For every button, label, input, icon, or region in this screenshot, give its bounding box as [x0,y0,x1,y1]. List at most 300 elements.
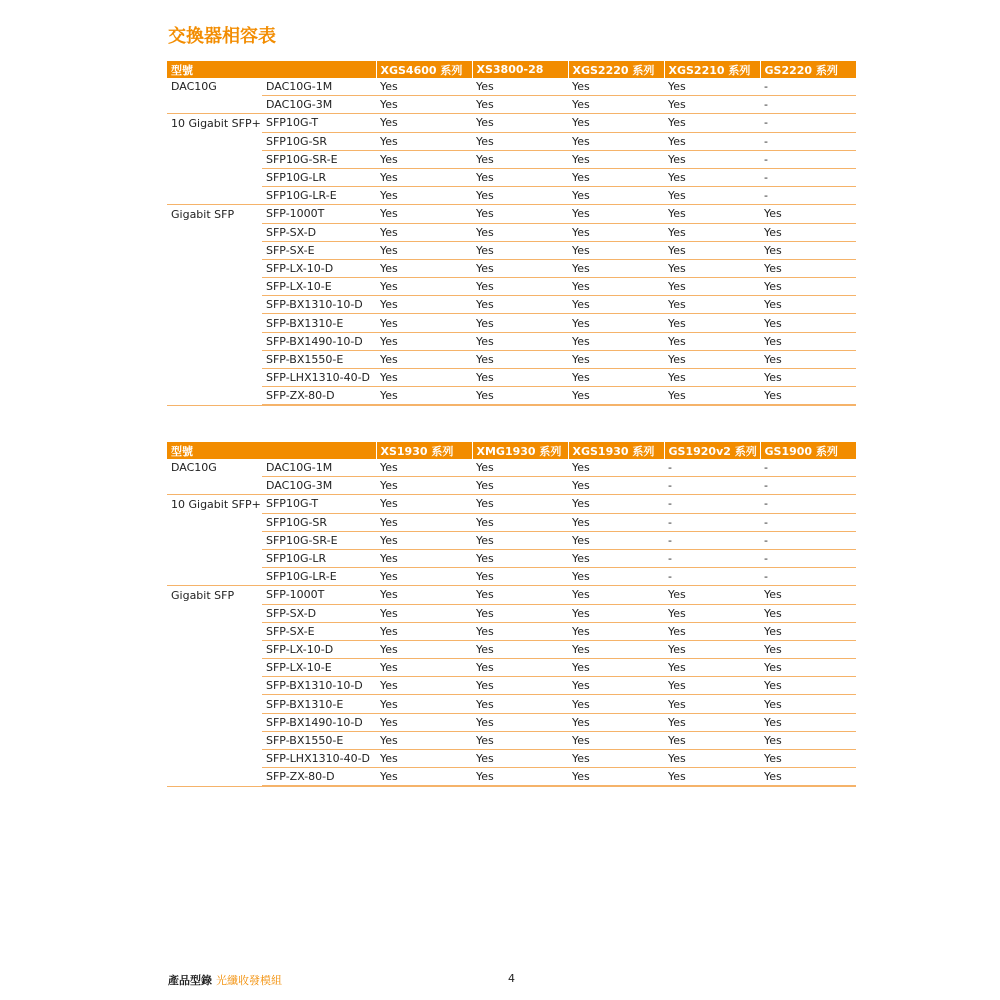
compat-cell: Yes [568,622,664,640]
model-cell: SFP10G-T [262,114,376,132]
compat-cell: Yes [568,205,664,223]
compat-cell: Yes [472,531,568,549]
table-row [167,387,856,406]
column-header: XS1930 系列 [376,442,472,459]
table-row [167,695,856,713]
table-row [167,205,856,223]
model-cell: SFP10G-SR [262,132,376,150]
model-cell: SFP-BX1310-E [262,314,376,332]
compat-cell: - [760,187,856,205]
compat-cell: Yes [568,659,664,677]
table-row [167,568,856,586]
compat-cell: Yes [472,659,568,677]
compat-cell: Yes [760,350,856,368]
header-row [167,61,856,78]
compat-cell: Yes [568,187,664,205]
table-row [167,96,856,114]
column-header: GS2220 系列 [760,61,856,78]
compat-cell: - [760,78,856,96]
category-cell [167,750,262,768]
compat-cell: Yes [472,205,568,223]
compat-cell: Yes [472,768,568,787]
compat-cell: Yes [568,477,664,495]
compat-cell: Yes [376,568,472,586]
compat-cell: - [760,568,856,586]
table-row [167,768,856,787]
category-cell [167,513,262,531]
column-header: XGS1930 系列 [568,442,664,459]
compat-cell: - [760,96,856,114]
compat-cell: Yes [568,369,664,387]
compat-cell: Yes [376,369,472,387]
compat-cell: Yes [376,223,472,241]
category-cell [167,350,262,368]
compat-cell: Yes [376,187,472,205]
compat-cell: Yes [664,314,760,332]
compat-cell: Yes [376,495,472,513]
compat-cell: Yes [568,132,664,150]
footer-brand: 產品型錄 [168,974,212,987]
compat-cell: Yes [760,205,856,223]
compat-cell: Yes [568,768,664,787]
compat-cell: Yes [376,78,472,96]
compat-cell: - [760,513,856,531]
compat-cell: - [664,477,760,495]
model-cell: SFP-BX1310-10-D [262,677,376,695]
category-cell [167,332,262,350]
page-number: 4 [508,972,515,985]
table-row [167,640,856,658]
category-cell [167,695,262,713]
compat-cell: Yes [472,150,568,168]
category-cell [167,96,262,114]
compat-cell: Yes [664,604,760,622]
compat-cell: Yes [568,750,664,768]
compat-cell: Yes [568,731,664,749]
compat-cell: - [760,459,856,477]
compat-cell: Yes [664,150,760,168]
model-cell: SFP-ZX-80-D [262,387,376,406]
model-cell: SFP10G-SR-E [262,531,376,549]
model-cell: SFP-SX-D [262,223,376,241]
model-cell: SFP10G-LR-E [262,568,376,586]
model-cell: SFP-BX1310-E [262,695,376,713]
compat-cell: Yes [664,677,760,695]
compat-cell: Yes [568,241,664,259]
compat-cell: - [664,531,760,549]
compat-cell: Yes [376,713,472,731]
category-cell [167,259,262,277]
compat-cell: - [664,549,760,567]
compat-cell: Yes [664,114,760,132]
compat-cell: Yes [472,332,568,350]
compat-cell: Yes [376,586,472,604]
compat-cell: - [760,549,856,567]
model-cell: SFP-1000T [262,205,376,223]
compat-cell: Yes [760,314,856,332]
compat-cell: - [760,132,856,150]
compat-cell: Yes [760,695,856,713]
compat-cell: Yes [376,259,472,277]
compat-cell: Yes [472,586,568,604]
compat-cell: Yes [472,241,568,259]
table-row [167,713,856,731]
compat-cell: Yes [472,259,568,277]
category-cell [167,132,262,150]
model-cell: SFP-LHX1310-40-D [262,369,376,387]
compat-cell: Yes [760,241,856,259]
table-row [167,132,856,150]
column-header: XS3800-28 [472,61,568,78]
compat-cell: Yes [760,750,856,768]
compat-cell: Yes [472,477,568,495]
column-header: XGS2210 系列 [664,61,760,78]
category-cell [167,640,262,658]
compat-cell: Yes [376,314,472,332]
category-cell: DAC10G [171,461,217,475]
model-cell: DAC10G-1M [262,78,376,96]
compat-cell: Yes [472,278,568,296]
compat-cell: Yes [664,369,760,387]
compat-cell: Yes [664,132,760,150]
table-row [167,332,856,350]
compat-cell: Yes [568,278,664,296]
compat-cell: - [760,531,856,549]
table-row [167,241,856,259]
table-row [167,659,856,677]
compat-cell: Yes [472,350,568,368]
compat-cell: Yes [760,332,856,350]
category-cell [167,477,262,495]
table-row [167,677,856,695]
compat-cell: - [760,114,856,132]
compat-cell: Yes [568,387,664,406]
model-cell: SFP10G-T [262,495,376,513]
table-row [167,223,856,241]
compat-cell: Yes [472,114,568,132]
compat-cell: Yes [568,350,664,368]
compat-cell: - [664,568,760,586]
compat-cell: Yes [664,750,760,768]
compat-cell: Yes [568,150,664,168]
category-cell [167,150,262,168]
model-cell: SFP-LX-10-D [262,640,376,658]
compat-cell: Yes [664,205,760,223]
compat-cell: Yes [568,549,664,567]
compat-cell: Yes [376,768,472,787]
compat-cell: Yes [568,332,664,350]
compat-cell: Yes [760,659,856,677]
category-cell [167,568,262,586]
compat-cell: Yes [472,622,568,640]
table-row [167,586,856,604]
table-row [167,513,856,531]
model-cell: SFP10G-SR-E [262,150,376,168]
model-cell: SFP10G-LR [262,168,376,186]
compat-cell: Yes [376,96,472,114]
compat-cell: Yes [376,278,472,296]
compat-cell: Yes [376,150,472,168]
category-cell [167,369,262,387]
compat-cell: Yes [664,713,760,731]
compat-cell: - [760,495,856,513]
model-cell: DAC10G-3M [262,96,376,114]
compat-cell: Yes [664,241,760,259]
table-row [167,731,856,749]
compat-cell: Yes [664,278,760,296]
compat-cell: Yes [568,96,664,114]
compat-cell: Yes [568,677,664,695]
model-cell: DAC10G-3M [262,477,376,495]
compat-cell: Yes [376,604,472,622]
compat-cell: Yes [760,387,856,406]
compat-cell: Yes [472,640,568,658]
compat-cell: Yes [472,187,568,205]
table-row [167,495,856,513]
compat-cell: Yes [664,78,760,96]
category-cell [167,768,262,787]
category-cell [167,168,262,186]
column-header: XGS4600 系列 [376,61,472,78]
table-row [167,531,856,549]
compat-cell: Yes [760,713,856,731]
compat-cell: Yes [472,78,568,96]
compat-cell: Yes [568,713,664,731]
compat-cell: Yes [472,459,568,477]
compat-cell: Yes [472,96,568,114]
compat-cell: Yes [760,677,856,695]
compat-cell: Yes [472,513,568,531]
compat-cell: Yes [376,731,472,749]
compat-cell: Yes [376,205,472,223]
table-row [167,604,856,622]
compat-cell: Yes [568,459,664,477]
compat-cell: Yes [376,332,472,350]
model-cell: SFP-SX-E [262,241,376,259]
compat-cell: Yes [664,640,760,658]
compat-cell: Yes [568,114,664,132]
compat-cell: Yes [472,549,568,567]
compat-cell: Yes [472,223,568,241]
column-header: XGS2220 系列 [568,61,664,78]
compat-cell: Yes [472,296,568,314]
category-cell [167,296,262,314]
category-cell [167,549,262,567]
compat-cell: - [760,477,856,495]
compat-cell: Yes [376,459,472,477]
compatibility-table-2 [167,442,856,787]
category-cell [167,314,262,332]
compat-cell: Yes [664,350,760,368]
model-cell: SFP-SX-E [262,622,376,640]
compat-cell: Yes [376,695,472,713]
compat-cell: Yes [472,750,568,768]
table-row [167,150,856,168]
table-row [167,278,856,296]
category-cell: 10 Gigabit SFP+ [171,116,261,130]
table-row [167,259,856,277]
compat-cell: Yes [568,531,664,549]
compat-cell: Yes [472,677,568,695]
compat-cell: Yes [760,369,856,387]
compat-cell: Yes [568,296,664,314]
compat-cell: - [760,168,856,186]
compat-cell: Yes [568,495,664,513]
compat-cell: Yes [376,677,472,695]
model-header: 型號 [167,442,376,459]
compat-cell: Yes [472,731,568,749]
category-cell: Gigabit SFP [171,588,235,602]
compat-cell: Yes [664,259,760,277]
compat-cell: Yes [376,750,472,768]
model-cell: SFP10G-SR [262,513,376,531]
model-cell: SFP-1000T [262,586,376,604]
category-cell [167,713,262,731]
category-cell [167,622,262,640]
compat-cell: Yes [568,640,664,658]
page-title: 交換器相容表 [168,26,276,47]
category-cell [167,278,262,296]
table-row [167,369,856,387]
compat-cell: Yes [472,695,568,713]
table-row [167,78,856,96]
category-cell [167,223,262,241]
table-row [167,168,856,186]
category-cell [167,677,262,695]
category-cell [167,659,262,677]
compat-cell: Yes [568,568,664,586]
compat-cell: Yes [376,622,472,640]
model-cell: SFP-BX1490-10-D [262,713,376,731]
compat-cell: Yes [664,586,760,604]
category-cell: 10 Gigabit SFP+ [171,497,261,511]
compat-cell: Yes [664,387,760,406]
compat-cell: Yes [376,549,472,567]
compat-cell: Yes [760,259,856,277]
compat-cell: Yes [376,387,472,406]
table-row [167,750,856,768]
compat-cell: Yes [760,296,856,314]
compat-cell: Yes [376,659,472,677]
compat-cell: Yes [376,114,472,132]
model-cell: SFP-LX-10-E [262,659,376,677]
model-cell: SFP-LX-10-D [262,259,376,277]
compat-cell: Yes [376,350,472,368]
table-row [167,296,856,314]
category-cell [167,731,262,749]
footer-section: 光纖收發模組 [216,974,282,987]
table-row [167,114,856,132]
compat-cell: Yes [472,495,568,513]
table-row [167,459,856,477]
compat-cell: Yes [760,731,856,749]
compat-cell: Yes [664,659,760,677]
model-cell: SFP-BX1550-E [262,350,376,368]
compat-cell: Yes [664,96,760,114]
compat-cell: Yes [568,695,664,713]
compat-cell: Yes [376,241,472,259]
model-header: 型號 [167,61,376,78]
compat-cell: Yes [664,296,760,314]
category-cell [167,604,262,622]
model-cell: SFP10G-LR [262,549,376,567]
footer [168,972,282,988]
column-header: XMG1930 系列 [472,442,568,459]
model-cell: DAC10G-1M [262,459,376,477]
compat-cell: Yes [664,622,760,640]
table-row [167,187,856,205]
compat-cell: Yes [664,731,760,749]
compat-cell: - [664,513,760,531]
model-cell: SFP-LHX1310-40-D [262,750,376,768]
table-row [167,350,856,368]
model-cell: SFP-BX1310-10-D [262,296,376,314]
category-cell [167,241,262,259]
category-cell [167,387,262,406]
compat-cell: Yes [760,768,856,787]
compat-cell: Yes [472,713,568,731]
category-cell: DAC10G [171,80,217,94]
header-row [167,442,856,459]
category-cell [167,187,262,205]
compat-cell: Yes [568,259,664,277]
compat-cell: Yes [568,223,664,241]
compat-cell: Yes [760,278,856,296]
compat-cell: Yes [568,314,664,332]
compat-cell: Yes [664,168,760,186]
model-cell: SFP-LX-10-E [262,278,376,296]
compat-cell: Yes [472,314,568,332]
compat-cell: Yes [568,78,664,96]
table-row [167,477,856,495]
compat-cell: Yes [568,586,664,604]
compat-cell: Yes [472,132,568,150]
compat-cell: Yes [568,168,664,186]
compat-cell: Yes [664,332,760,350]
compat-cell: Yes [760,622,856,640]
model-cell: SFP-SX-D [262,604,376,622]
compat-cell: Yes [376,531,472,549]
compat-cell: Yes [376,640,472,658]
compat-cell: Yes [664,768,760,787]
compat-cell: - [664,459,760,477]
compat-cell: Yes [472,168,568,186]
compat-cell: - [760,150,856,168]
column-header: GS1920v2 系列 [664,442,760,459]
compat-cell: Yes [760,223,856,241]
compat-cell: - [664,495,760,513]
compat-cell: Yes [472,604,568,622]
compat-cell: Yes [472,369,568,387]
table-row [167,549,856,567]
compat-cell: Yes [664,695,760,713]
category-cell [167,531,262,549]
compat-cell: Yes [760,604,856,622]
model-cell: SFP-BX1490-10-D [262,332,376,350]
compatibility-table-1 [167,61,856,406]
compat-cell: Yes [760,586,856,604]
model-cell: SFP10G-LR-E [262,187,376,205]
table-row [167,314,856,332]
table-row [167,622,856,640]
compat-cell: Yes [664,187,760,205]
model-cell: SFP-BX1550-E [262,731,376,749]
compat-cell: Yes [376,132,472,150]
compat-cell: Yes [568,513,664,531]
category-cell: Gigabit SFP [171,207,235,221]
model-cell: SFP-ZX-80-D [262,768,376,787]
compat-cell: Yes [376,296,472,314]
